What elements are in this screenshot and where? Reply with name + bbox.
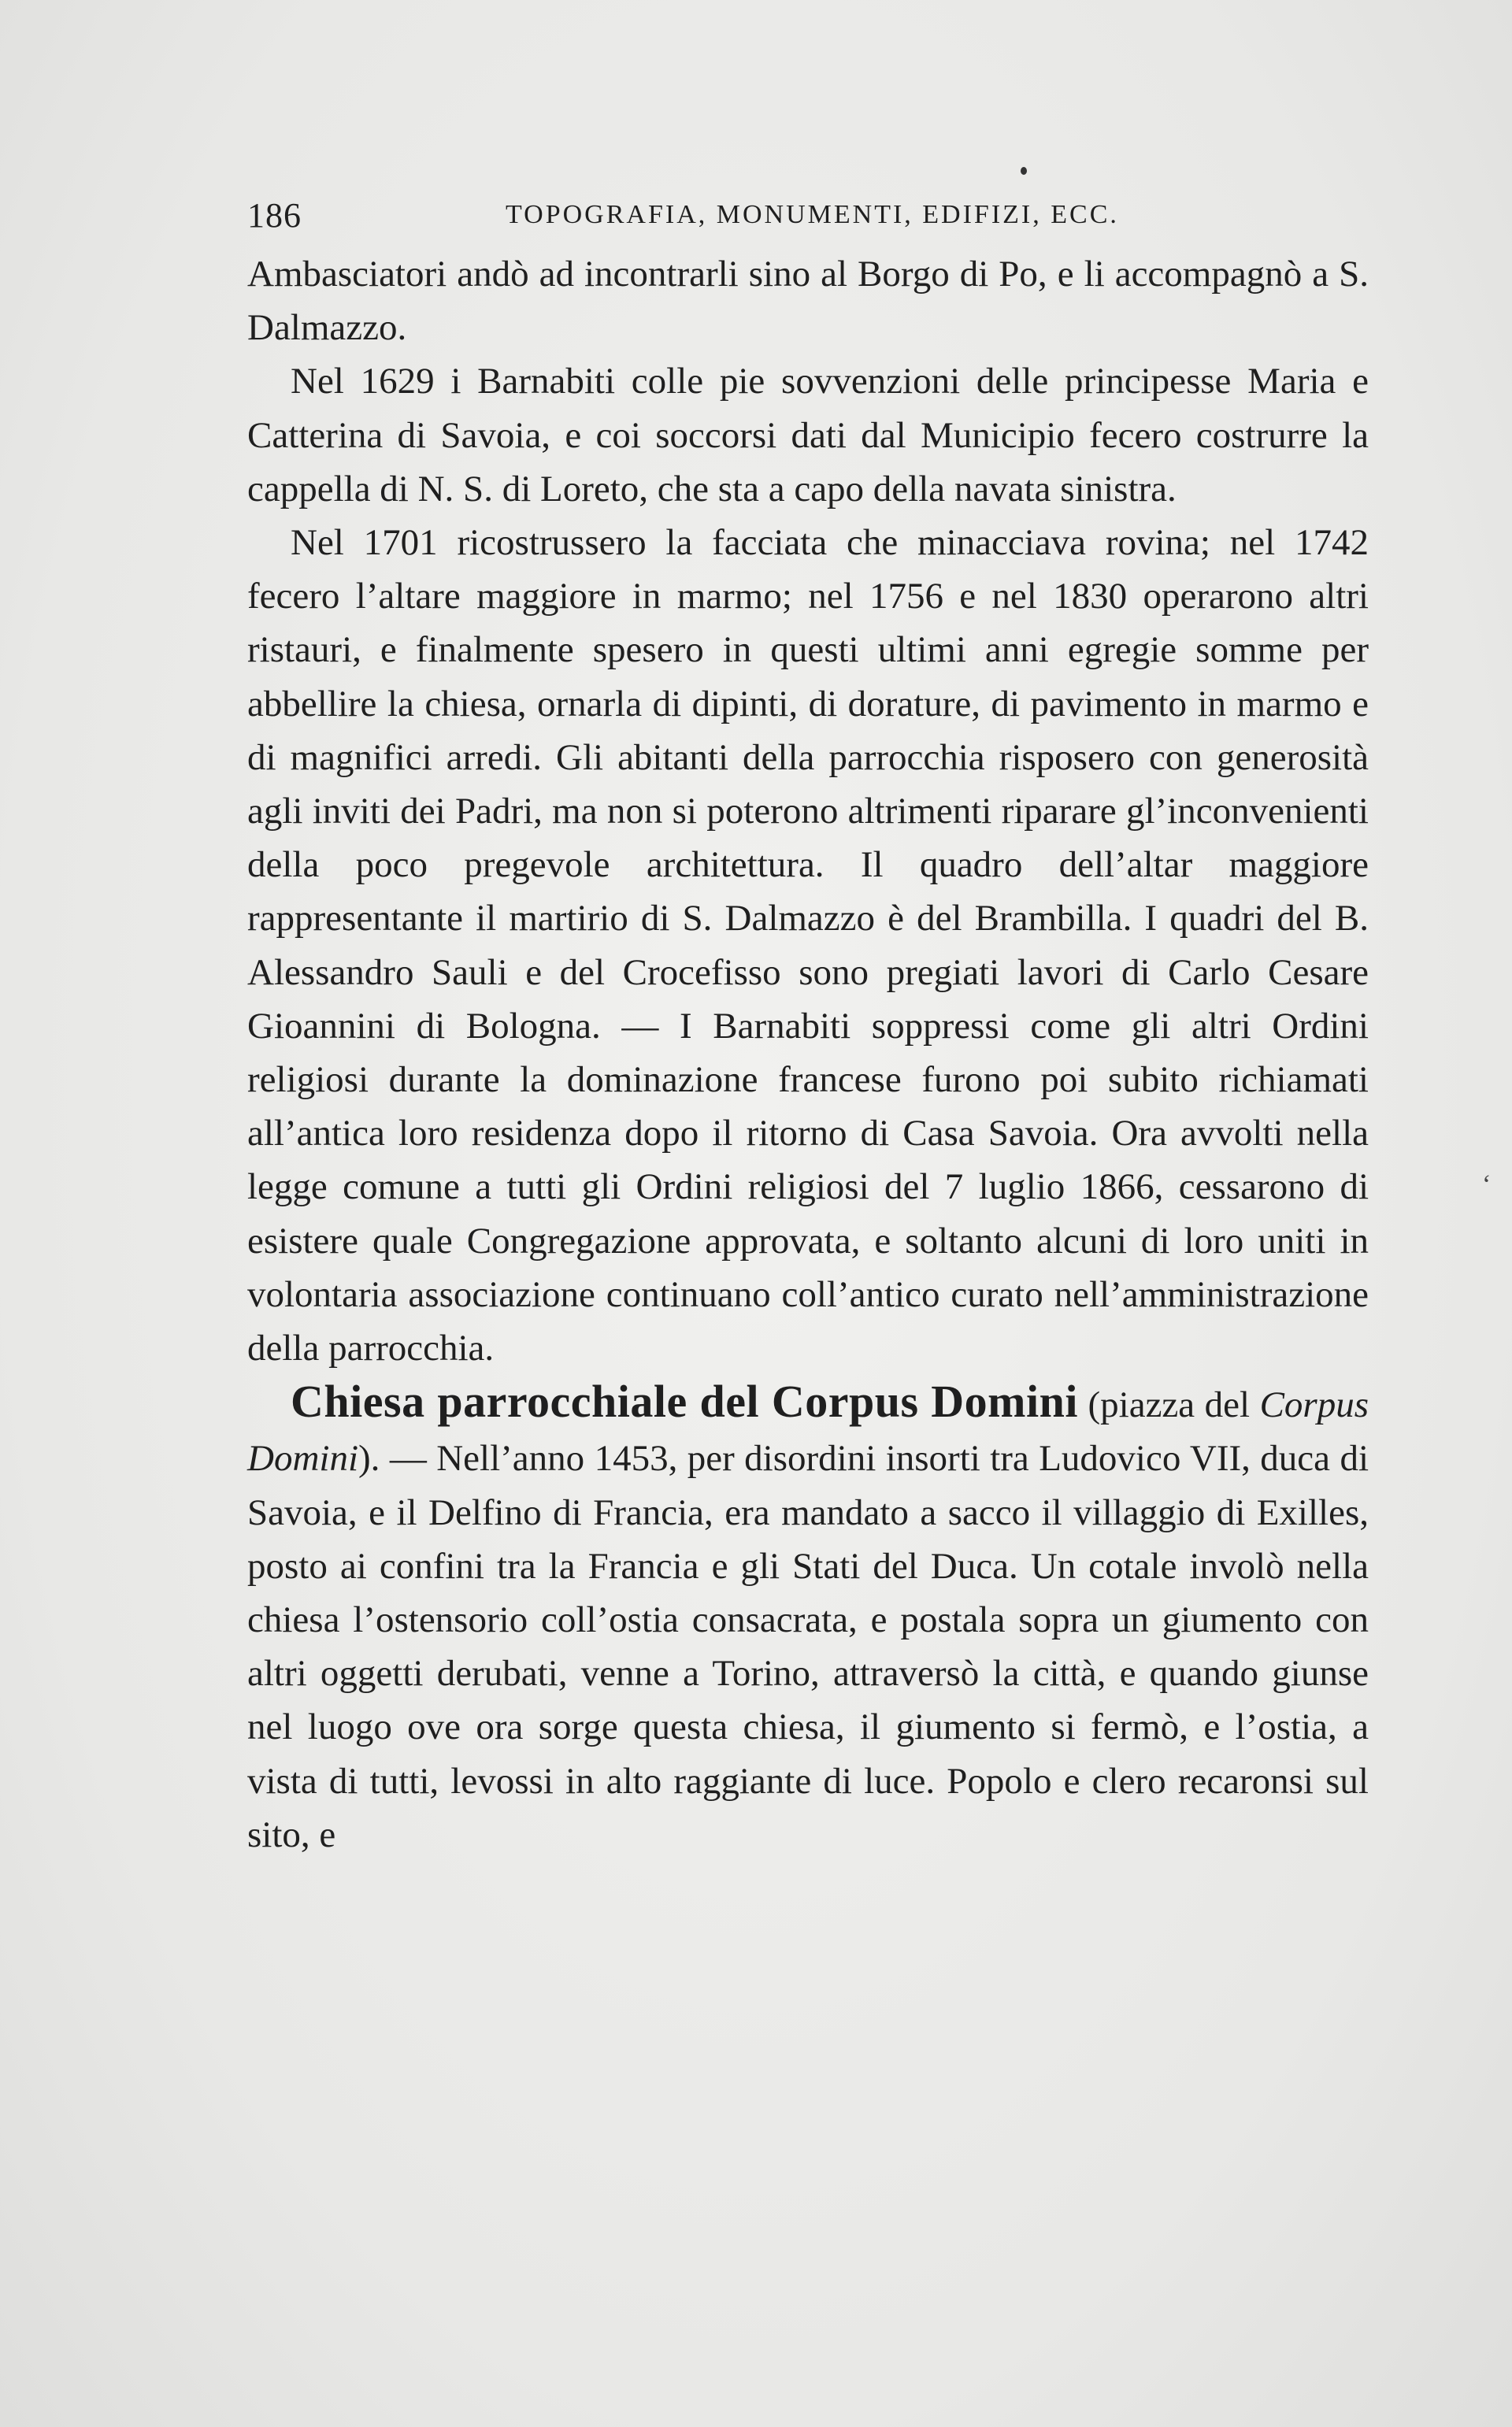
body-text (247, 247, 1369, 1862)
ink-speck (1021, 167, 1027, 175)
paragraph-loreto-chapel: Nel 1629 i Barnabiti colle pie sovvenzioni delle principesse Maria e Catterina di Savoia, e coi soccorsi dati dal Municipio fecero costrurre la cappella di N. S. di Loreto, che sta a capo della navata sinistra. (247, 361, 1369, 509)
section-text: ). — Nell’anno 1453, per disordini insorti tra Ludovico VII, duca di Savoia, e il Delfino di Francia, era mandato a sacco il villaggio di Exilles, posto ai confini tra la Francia e gli Stati del Duca. Un cotale involò nella chiesa l’ostensorio coll’ostia consacrata, e postala sopra un giumento con altri oggetti derubati, venne a Torino, attraversò la città, e quando giunse nel luogo ove ora sorge questa chiesa, il giumento si fermò, e l’ostia, a vista di tutti, levossi in alto raggiante di luce. Popolo e clero recaronsi sul sito, e (247, 1438, 1369, 1855)
page-number: 186 (247, 196, 302, 235)
section-title: Chiesa parrocchiale del Corpus Domini (291, 1376, 1078, 1428)
paragraph-continuation: Ambasciatori andò ad incontrarli sino al Borgo di Po, e li accompagnò a S. Dalmazzo. (247, 254, 1369, 349)
paragraph-restorations: Nel 1701 ricostrussero la facciata che minacciava rovina; nel 1742 fecero l’altare maggiore in marmo; nel 1756 e nel 1830 operarono altri ristauri, e finalmente spesero in questi ultimi anni egregie somme per abbellire la chiesa, ornarla di dipinti, di dorature, di pavimento in marmo e di magnifici arredi. Gli abitanti della parrocchia risposero con generosità agli inviti dei Padri, ma non si poterono altrimenti riparare gl’inconvenienti della poco pregevole architettura. Il quadro dell’altar maggiore rappresentante il martirio di S. Dalmazzo è del Brambilla. I quadri del B. Alessandro Sauli e del Crocefisso sono pregiati lavori di Carlo Cesare Gioannini di Bologna. — I Barnabiti soppressi come gli altri Ordini religiosi durante la dominazione francese furono poi subito richiamati all’antica loro residenza dopo il ritorno di Casa Savoia. Ora avvolti nella legge comune a tutti gli Ordini religiosi del 7 luglio 1866, cessarono di esistere quale Congregazione approvata, e soltanto alcuni di loro uniti in volontaria associazione continuano coll’antico curato nell’amministrazione della parrocchia. (247, 522, 1369, 1369)
margin-mark: ʻ (1482, 1170, 1492, 1199)
running-title: TOPOGRAFIA, MONUMENTI, EDIFIZI, ECC. (506, 200, 1119, 229)
section-location-open: (piazza del (1078, 1384, 1260, 1426)
running-head (247, 195, 1369, 239)
paragraph-corpus-domini (247, 1375, 1369, 1862)
section-location-italic: Corpus Domini (247, 1384, 1369, 1480)
